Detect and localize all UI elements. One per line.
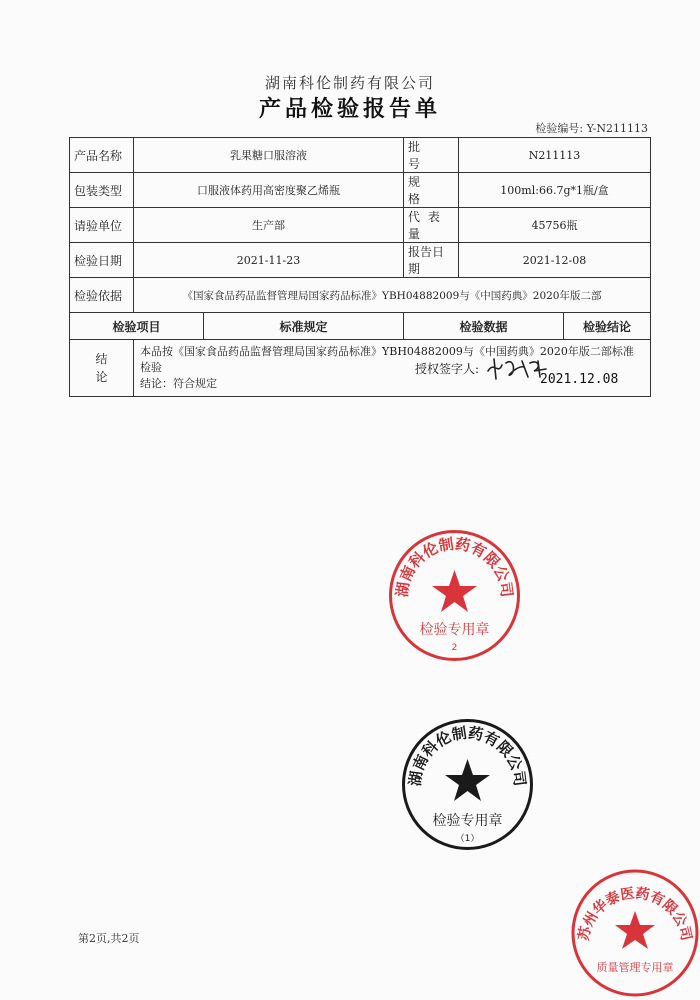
conclusion-label-1: 结 — [95, 352, 108, 366]
conclusion-label — [70, 340, 134, 397]
table-row — [70, 173, 651, 208]
inspection-table — [69, 137, 651, 397]
stamp2-ring-text: 湖南科伦制药有限公司 — [406, 723, 529, 788]
batch-value: N211113 — [459, 138, 651, 173]
report-title: 产品检验报告单 — [258, 96, 441, 122]
spec-label: 规 格 — [404, 173, 459, 208]
table-row — [70, 243, 651, 278]
unit-label: 请验单位 — [70, 208, 134, 243]
report-date-value: 2021-12-08 — [459, 243, 651, 278]
conclusion-line-2: 结论：符合规定 — [140, 377, 217, 390]
quality-inspection-seal-black — [400, 717, 535, 852]
product-name-value: 乳果糖口服溶液 — [134, 138, 404, 173]
unit-value: 生产部 — [134, 208, 404, 243]
conclusion-line-1: 本品按《国家食品药品监督管理局国家药品标准》YBH04882009与《中国药典》2020年版二部标准检验 — [140, 345, 634, 374]
table-row — [70, 138, 651, 173]
quality-inspection-seal-red — [387, 528, 522, 663]
batch-label: 批 号 — [404, 138, 459, 173]
table-row — [70, 208, 651, 243]
sample-label: 代 表 量 — [404, 208, 459, 243]
product-name-label: 产品名称 — [70, 138, 134, 173]
package-label: 包装类型 — [70, 173, 134, 208]
stamp3-purpose: 质量管理专用章 — [596, 961, 674, 974]
col-standard: 标准规定 — [204, 313, 404, 340]
conclusion-text — [134, 340, 651, 397]
pharma-quality-seal-red — [570, 867, 700, 1000]
report-date-label: 报告日期 — [404, 243, 459, 278]
conclusion-row — [70, 340, 651, 397]
spec-value: 100ml:66.7g*1瓶/盒 — [459, 173, 651, 208]
stamp3-ring-text: 苏州华泰医药有限公司 — [575, 885, 695, 943]
signatory-label: 授权签字人: — [415, 362, 480, 376]
col-data: 检验数据 — [404, 313, 564, 340]
col-result: 检验结论 — [564, 313, 651, 340]
signature-date: 2021.12.08 — [540, 372, 619, 387]
page-number: 第2页,共2页 — [78, 932, 140, 945]
stamp1-purpose: 检验专用章 — [419, 622, 490, 638]
company-name: 湖南科伦制药有限公司 — [264, 74, 435, 92]
stamp1-ring-text: 湖南科伦制药有限公司 — [393, 534, 516, 599]
test-date-label: 检验日期 — [70, 243, 134, 278]
stamp1-number: 2 — [451, 643, 458, 653]
column-header-row — [70, 313, 651, 340]
basis-value: 《国家食品药品监督管理局国家药品标准》YBH04882009与《中国药典》2020年版二部 — [134, 278, 651, 313]
package-value: 口服液体药用高密度聚乙烯瓶 — [134, 173, 404, 208]
stamp2-purpose: 检验专用章 — [432, 813, 503, 829]
conclusion-label-2: 论 — [95, 370, 108, 384]
report-number: 检验编号: Y-N211113 — [535, 122, 648, 135]
basis-label: 检验依据 — [70, 278, 134, 313]
test-date-value: 2021-11-23 — [134, 243, 404, 278]
col-item: 检验项目 — [70, 313, 204, 340]
stamp2-number: （1） — [455, 834, 480, 844]
sample-value: 45756瓶 — [459, 208, 651, 243]
table-row — [70, 278, 651, 313]
